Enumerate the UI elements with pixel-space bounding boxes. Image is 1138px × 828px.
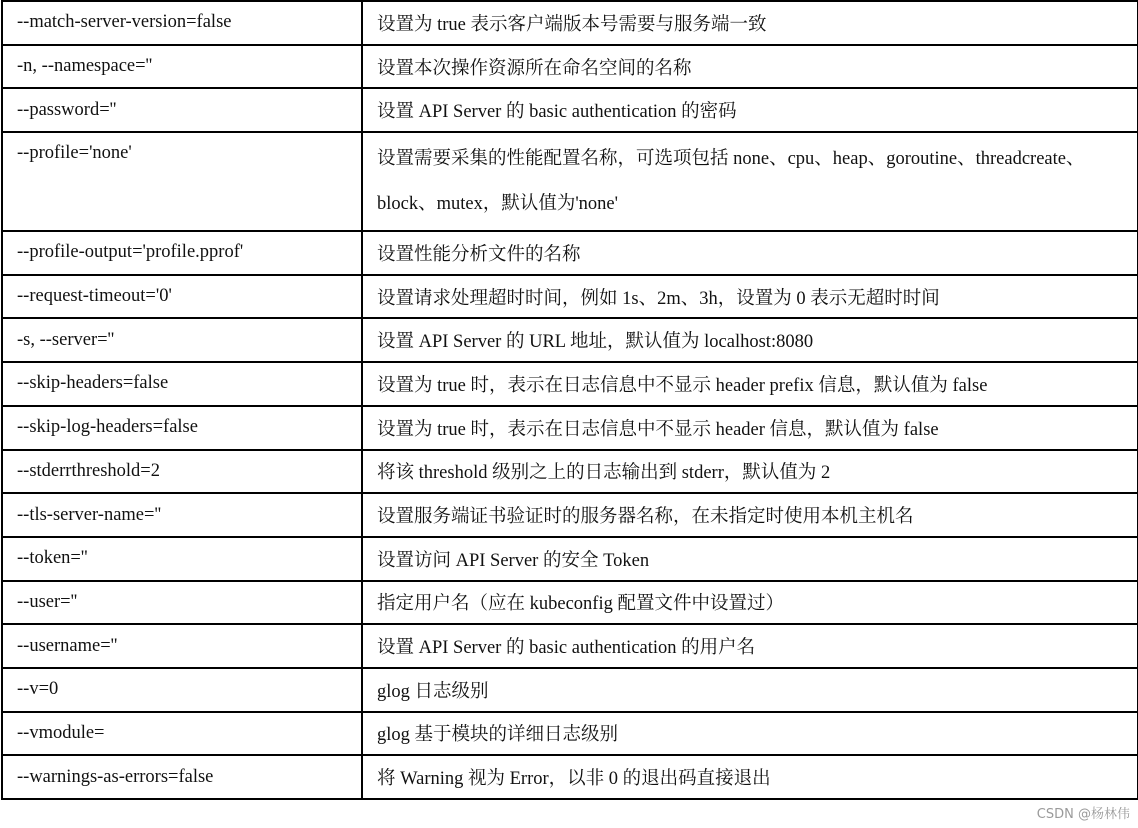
table-row <box>2 231 1138 275</box>
option-cell: --v=0 <box>2 668 362 712</box>
table-row <box>2 493 1138 537</box>
table-row <box>2 45 1138 89</box>
description-cell: 指定用户名（应在 kubeconfig 配置文件中设置过） <box>362 581 1138 625</box>
option-cell: --user='' <box>2 581 362 625</box>
option-cell: --profile-output='profile.pprof' <box>2 231 362 275</box>
description-cell: glog 基于模块的详细日志级别 <box>362 712 1138 756</box>
option-cell: --password='' <box>2 88 362 132</box>
description-cell: 设置访问 API Server 的安全 Token <box>362 537 1138 581</box>
option-cell: --skip-log-headers=false <box>2 406 362 450</box>
table-row <box>2 668 1138 712</box>
description-cell: 设置性能分析文件的名称 <box>362 231 1138 275</box>
table-row <box>2 712 1138 756</box>
description-cell: 设置 API Server 的 basic authentication 的用户名 <box>362 624 1138 668</box>
table-row <box>2 624 1138 668</box>
option-cell: --vmodule= <box>2 712 362 756</box>
description-cell: 设置 API Server 的 URL 地址，默认值为 localhost:8080 <box>362 318 1138 362</box>
description-cell: 设置本次操作资源所在命名空间的名称 <box>362 45 1138 89</box>
options-table-wrapper <box>1 0 1137 800</box>
option-cell: --match-server-version=false <box>2 1 362 45</box>
description-cell: glog 日志级别 <box>362 668 1138 712</box>
option-cell: -s, --server='' <box>2 318 362 362</box>
table-row <box>2 362 1138 406</box>
table-row <box>2 581 1138 625</box>
option-cell: --username='' <box>2 624 362 668</box>
table-row <box>2 275 1138 319</box>
option-cell: --token='' <box>2 537 362 581</box>
option-cell: --request-timeout='0' <box>2 275 362 319</box>
description-cell: 设置 API Server 的 basic authentication 的密码 <box>362 88 1138 132</box>
option-cell: --profile='none' <box>2 132 362 231</box>
table-row <box>2 755 1138 799</box>
description-cell: 设置为 true 时，表示在日志信息中不显示 header 信息，默认值为 false <box>362 406 1138 450</box>
option-cell: --tls-server-name='' <box>2 493 362 537</box>
option-cell: --skip-headers=false <box>2 362 362 406</box>
options-table <box>1 0 1138 800</box>
watermark: CSDN @杨林伟 <box>1036 807 1130 822</box>
table-row <box>2 537 1138 581</box>
description-cell: 设置为 true 表示客户端版本号需要与服务端一致 <box>362 1 1138 45</box>
option-cell: --stderrthreshold=2 <box>2 450 362 494</box>
table-row <box>2 132 1138 231</box>
description-cell: 设置服务端证书验证时的服务器名称，在未指定时使用本机主机名 <box>362 493 1138 537</box>
option-cell: --warnings-as-errors=false <box>2 755 362 799</box>
description-cell: 设置为 true 时，表示在日志信息中不显示 header prefix 信息，默认值为 false <box>362 362 1138 406</box>
description-cell: 设置需要采集的性能配置名称，可选项包括 none、cpu、heap、goroutine、threadcreate、block、mutex，默认值为'none' <box>362 132 1138 231</box>
description-cell: 将该 threshold 级别之上的日志输出到 stderr，默认值为 2 <box>362 450 1138 494</box>
description-cell: 设置请求处理超时时间，例如 1s、2m、3h，设置为 0 表示无超时时间 <box>362 275 1138 319</box>
table-row <box>2 88 1138 132</box>
table-row <box>2 450 1138 494</box>
description-cell: 将 Warning 视为 Error，以非 0 的退出码直接退出 <box>362 755 1138 799</box>
table-row <box>2 318 1138 362</box>
option-cell: -n, --namespace='' <box>2 45 362 89</box>
table-row <box>2 406 1138 450</box>
table-row <box>2 1 1138 45</box>
